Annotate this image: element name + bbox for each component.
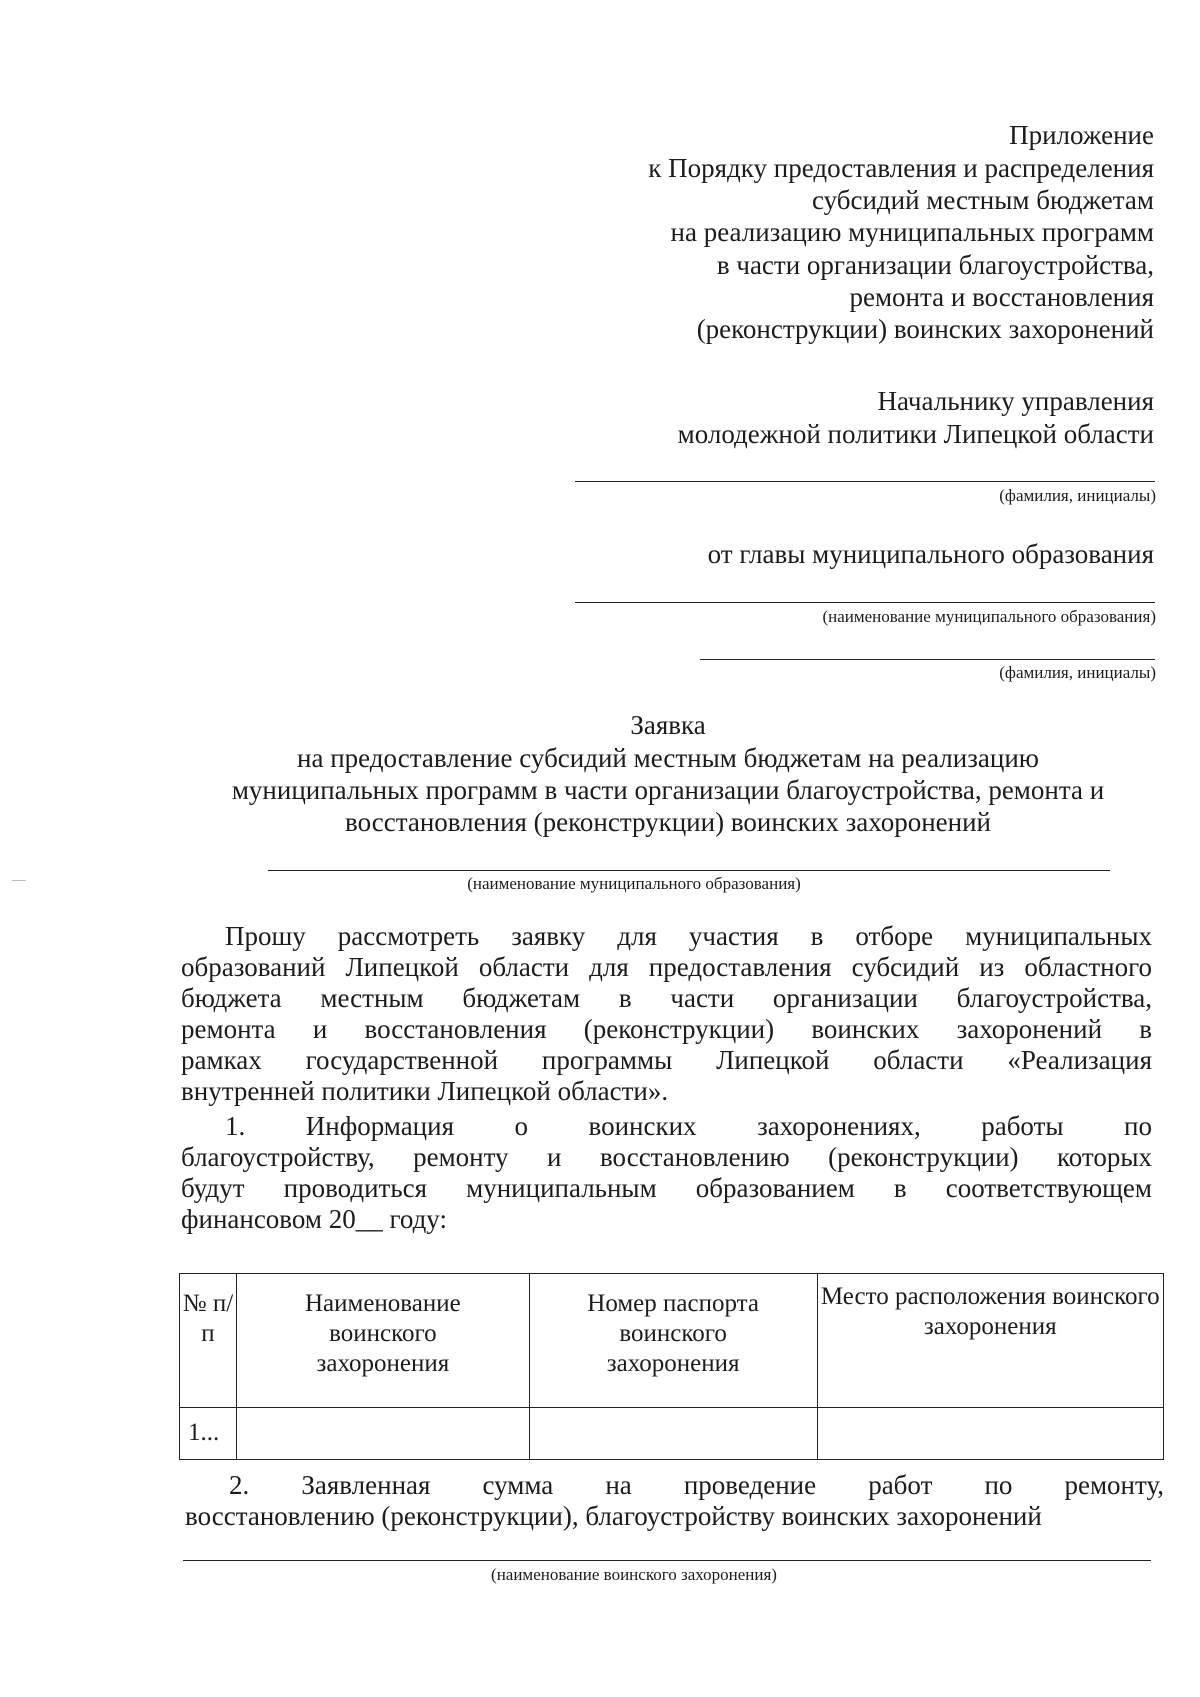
fill-line bbox=[575, 481, 1155, 482]
paragraph-line: бюджета местным бюджетам в части организации благоустройства, bbox=[181, 983, 1152, 1013]
paragraph-line: ремонта и восстановления (реконструкции) воинских захоронений в bbox=[181, 1014, 1152, 1044]
paragraph-line: образований Липецкой области для предоставления субсидий из областного bbox=[181, 952, 1152, 982]
paragraph-line: 1. Информация о воинских захоронениях, работы по bbox=[225, 1111, 1152, 1141]
appendix-line: к Порядку предоставления и распределения bbox=[648, 153, 1154, 183]
title-line: восстановления (реконструкции) воинских захоронений bbox=[345, 807, 991, 837]
table-cell bbox=[236, 1408, 529, 1460]
appendix-line: в части организации благоустройства, bbox=[716, 250, 1154, 280]
item-1-paragraph bbox=[181, 1111, 1152, 1235]
row-number: 1... bbox=[188, 1419, 220, 1446]
table-header: Номер паспорта воинского захоронения bbox=[529, 1274, 817, 1408]
addressee-line: молодежной политики Липецкой области bbox=[677, 419, 1154, 449]
request-paragraph bbox=[181, 921, 1152, 1107]
paragraph-line: рамках государственной программы Липецкой области «Реализация bbox=[181, 1045, 1152, 1075]
paragraph-line: внутренней политики Липецкой области». bbox=[181, 1076, 669, 1106]
scan-artifact bbox=[12, 880, 26, 881]
paragraph-line: финансовом 20__ году: bbox=[181, 1204, 447, 1234]
title-line: на предоставление субсидий местным бюджетам на реализацию bbox=[297, 743, 1039, 773]
document-title: Заявка bbox=[630, 710, 706, 740]
field-caption: (наименование муниципального образования) bbox=[467, 874, 801, 893]
table-header-row bbox=[180, 1274, 1164, 1408]
fill-line bbox=[183, 1560, 1151, 1561]
appendix-line: ремонта и восстановления bbox=[849, 282, 1154, 312]
table-cell bbox=[180, 1408, 237, 1460]
field-caption: (фамилия, инициалы) bbox=[999, 663, 1156, 682]
table-cell bbox=[817, 1408, 1164, 1460]
paragraph-line: Прошу рассмотреть заявку для участия в отборе муниципальных bbox=[225, 921, 1152, 951]
title-line: муниципальных программ в части организации благоустройства, ремонта и bbox=[231, 775, 1105, 805]
field-caption: (наименование муниципального образования) bbox=[822, 607, 1156, 626]
appendix-title: Приложение bbox=[1009, 120, 1154, 150]
item-2-paragraph bbox=[185, 1470, 1164, 1532]
fill-line bbox=[268, 870, 1110, 871]
field-caption: (наименование воинского захоронения) bbox=[491, 1565, 777, 1584]
appendix-line: (реконструкции) воинских захоронений bbox=[696, 314, 1154, 344]
from-line: от главы муниципального образования bbox=[707, 539, 1154, 569]
addressee-line: Начальнику управления bbox=[877, 386, 1154, 416]
burials-table bbox=[179, 1273, 1164, 1460]
table-row bbox=[180, 1408, 1164, 1460]
paragraph-line: благоустройству, ремонту и восстановлению (реконструкции) которых bbox=[181, 1142, 1152, 1172]
paragraph-line: восстановлению (реконструкции), благоустройству воинских захоронений bbox=[185, 1501, 1042, 1531]
field-caption: (фамилия, инициалы) bbox=[999, 486, 1156, 505]
appendix-line: на реализацию муниципальных программ bbox=[670, 217, 1154, 247]
table-cell bbox=[529, 1408, 817, 1460]
table-header: Наименование воинского захоронения bbox=[236, 1274, 529, 1408]
fill-line bbox=[700, 659, 1155, 660]
table-header: Место расположения воинского захоронения bbox=[817, 1274, 1164, 1408]
table-header: № п/п bbox=[180, 1274, 237, 1408]
appendix-line: субсидий местным бюджетам bbox=[811, 185, 1154, 215]
fill-line bbox=[575, 602, 1155, 603]
paragraph-line: 2. Заявленная сумма на проведение работ по ремонту, bbox=[229, 1470, 1164, 1500]
paragraph-line: будут проводиться муниципальным образованием в соответствующем bbox=[181, 1173, 1152, 1203]
